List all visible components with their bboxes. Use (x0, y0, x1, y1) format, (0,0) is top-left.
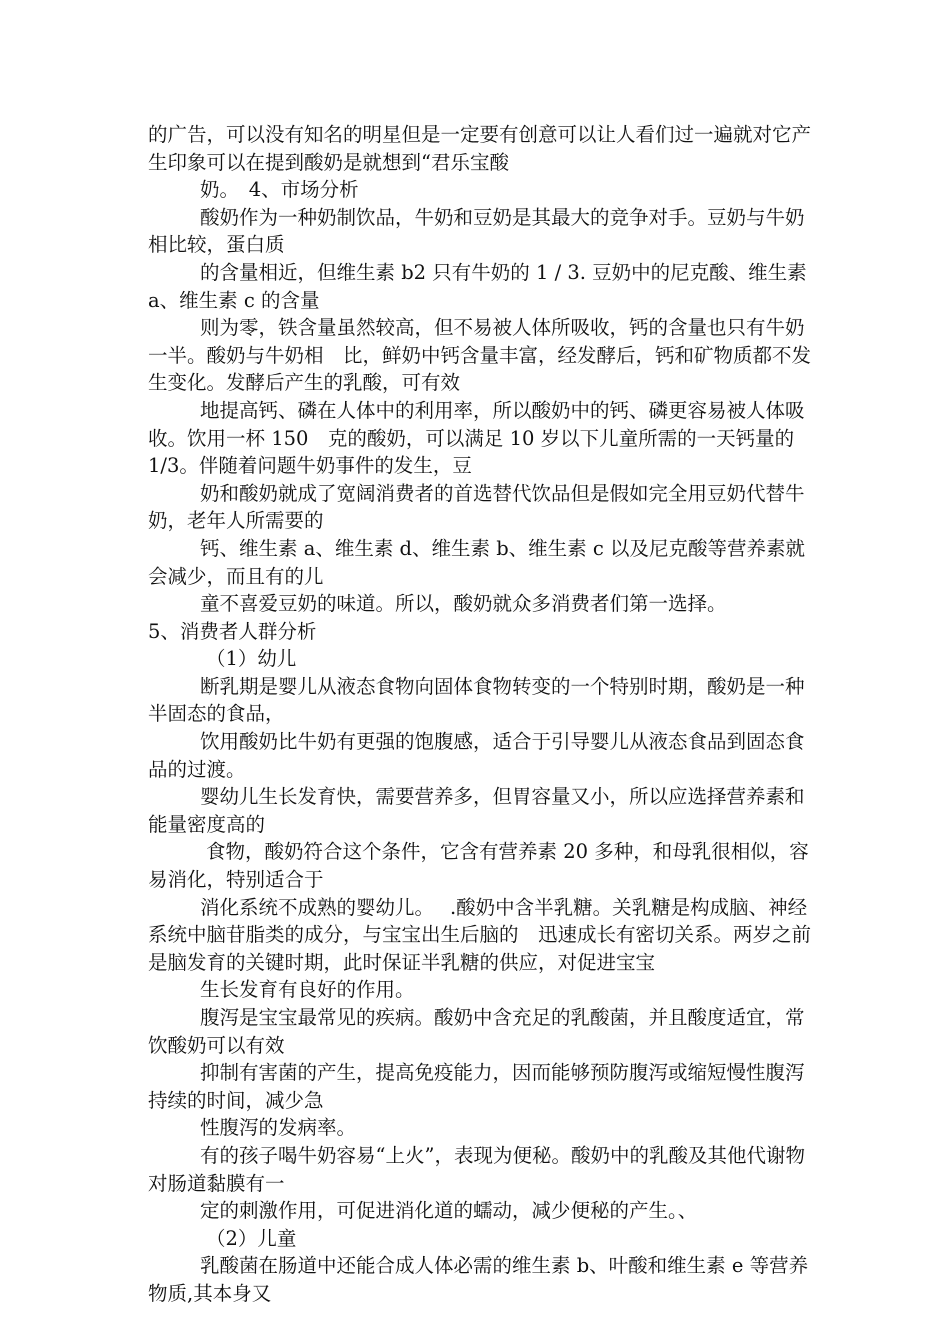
paragraph: 消化系统不成熟的婴幼儿。 .酸奶中含半乳糖。关乳糖是构成脑、神经系统中脑苷脂类的成分，与宝宝出生后脑的 迅速成长有密切关系。两岁之前是脑发育的关键时期，此时保证半乳糖的供应，对促进宝宝 (148, 895, 812, 974)
paragraph: 酸奶作为一种奶制饮品，牛奶和豆奶是其最大的竞争对手。豆奶与牛奶相比较，蛋白质 (148, 205, 805, 257)
paragraph: 地提高钙、磷在人体中的利用率，所以酸奶中的钙、磷更容易被人体吸收。饮用一杯 150 克的酸奶，可以满足 10 岁以下儿童所需的一天钙量的 1/3。伴随着问题牛奶事件的发生，豆 (148, 398, 805, 478)
paragraph: 奶。 4、市场分析 (200, 178, 359, 202)
paragraph: 定的刺激作用，可促进消化道的蠕动，减少便秘的产生。、 (200, 1199, 698, 1223)
paragraph: 饮用酸奶比牛奶有更强的饱腹感，适合于引导婴儿从液态食品到固态食品的过渡。 (148, 730, 805, 781)
paragraph: 断乳期是婴儿从液态食物向固体食物转变的一个特别时期，酸奶是一种半固态的食品， (148, 674, 805, 726)
document-body (148, 121, 812, 1308)
paragraph: 的广告，可以没有知名的明星但是一定要有创意可以让人看们过一遍就对它产生印象可以在提到酸奶是就想到“君乐宝酸 (148, 123, 812, 174)
paragraph: 奶和酸奶就成了宽阔消费者的首选替代饮品但是假如完全用豆奶代替牛奶，老年人所需要的 (148, 481, 805, 533)
paragraph: 腹泻是宝宝最常见的疾病。酸奶中含充足的乳酸菌，并且酸度适宜，常饮酸奶可以有效 (148, 1006, 805, 1057)
paragraph: 有的孩子喝牛奶容易“上火”，表现为便秘。酸奶中的乳酸及其他代谢物对肠道黏膜有一 (148, 1143, 805, 1195)
paragraph: 乳酸菌在肠道中还能合成人体必需的维生素 b、叶酸和维生素 e 等营养物质,其本身又 (148, 1254, 809, 1305)
paragraph: 性腹泻的发病率。 (200, 1116, 357, 1140)
paragraph: 婴幼儿生长发育快，需要营养多，但胃容量又小，所以应选择营养素和能量密度高的 (148, 785, 805, 836)
paragraph: 食物，酸奶符合这个条件，它含有营养素 20 多种，和母乳很相似，容易消化，特别适合于 (148, 840, 809, 892)
subsection-heading: （2）儿童 (206, 1226, 297, 1250)
section-heading: 5、消费者人群分析 (148, 619, 317, 643)
paragraph: 则为零，铁含量虽然较高，但不易被人体所吸收，钙的含量也只有牛奶一半。酸奶与牛奶相 比，鲜奶中钙含量丰富，经发酵后，钙和矿物质都不发生变化。发酵后产生的乳酸，可有效 (148, 316, 812, 395)
paragraph: 生长发育有良好的作用。 (200, 978, 415, 1002)
paragraph: 的含量相近，但维生素 b2 只有牛奶的 1 / 3. 豆奶中的尼克酸、维生素 a、维生素 c 的含量 (148, 260, 807, 312)
paragraph: 抑制有害菌的产生，提高免疫能力，因而能够预防腹泻或缩短慢性腹泻持续的时间，减少急 (148, 1061, 805, 1112)
paragraph: 童不喜爱豆奶的味道。所以，酸奶就众多消费者们第一选择。 (200, 592, 727, 616)
paragraph: 钙、维生素 a、维生素 d、维生素 b、维生素 c 以及尼克酸等营养素就会减少，而且有的儿 (148, 536, 806, 588)
subsection-heading: （1）幼儿 (206, 647, 297, 671)
